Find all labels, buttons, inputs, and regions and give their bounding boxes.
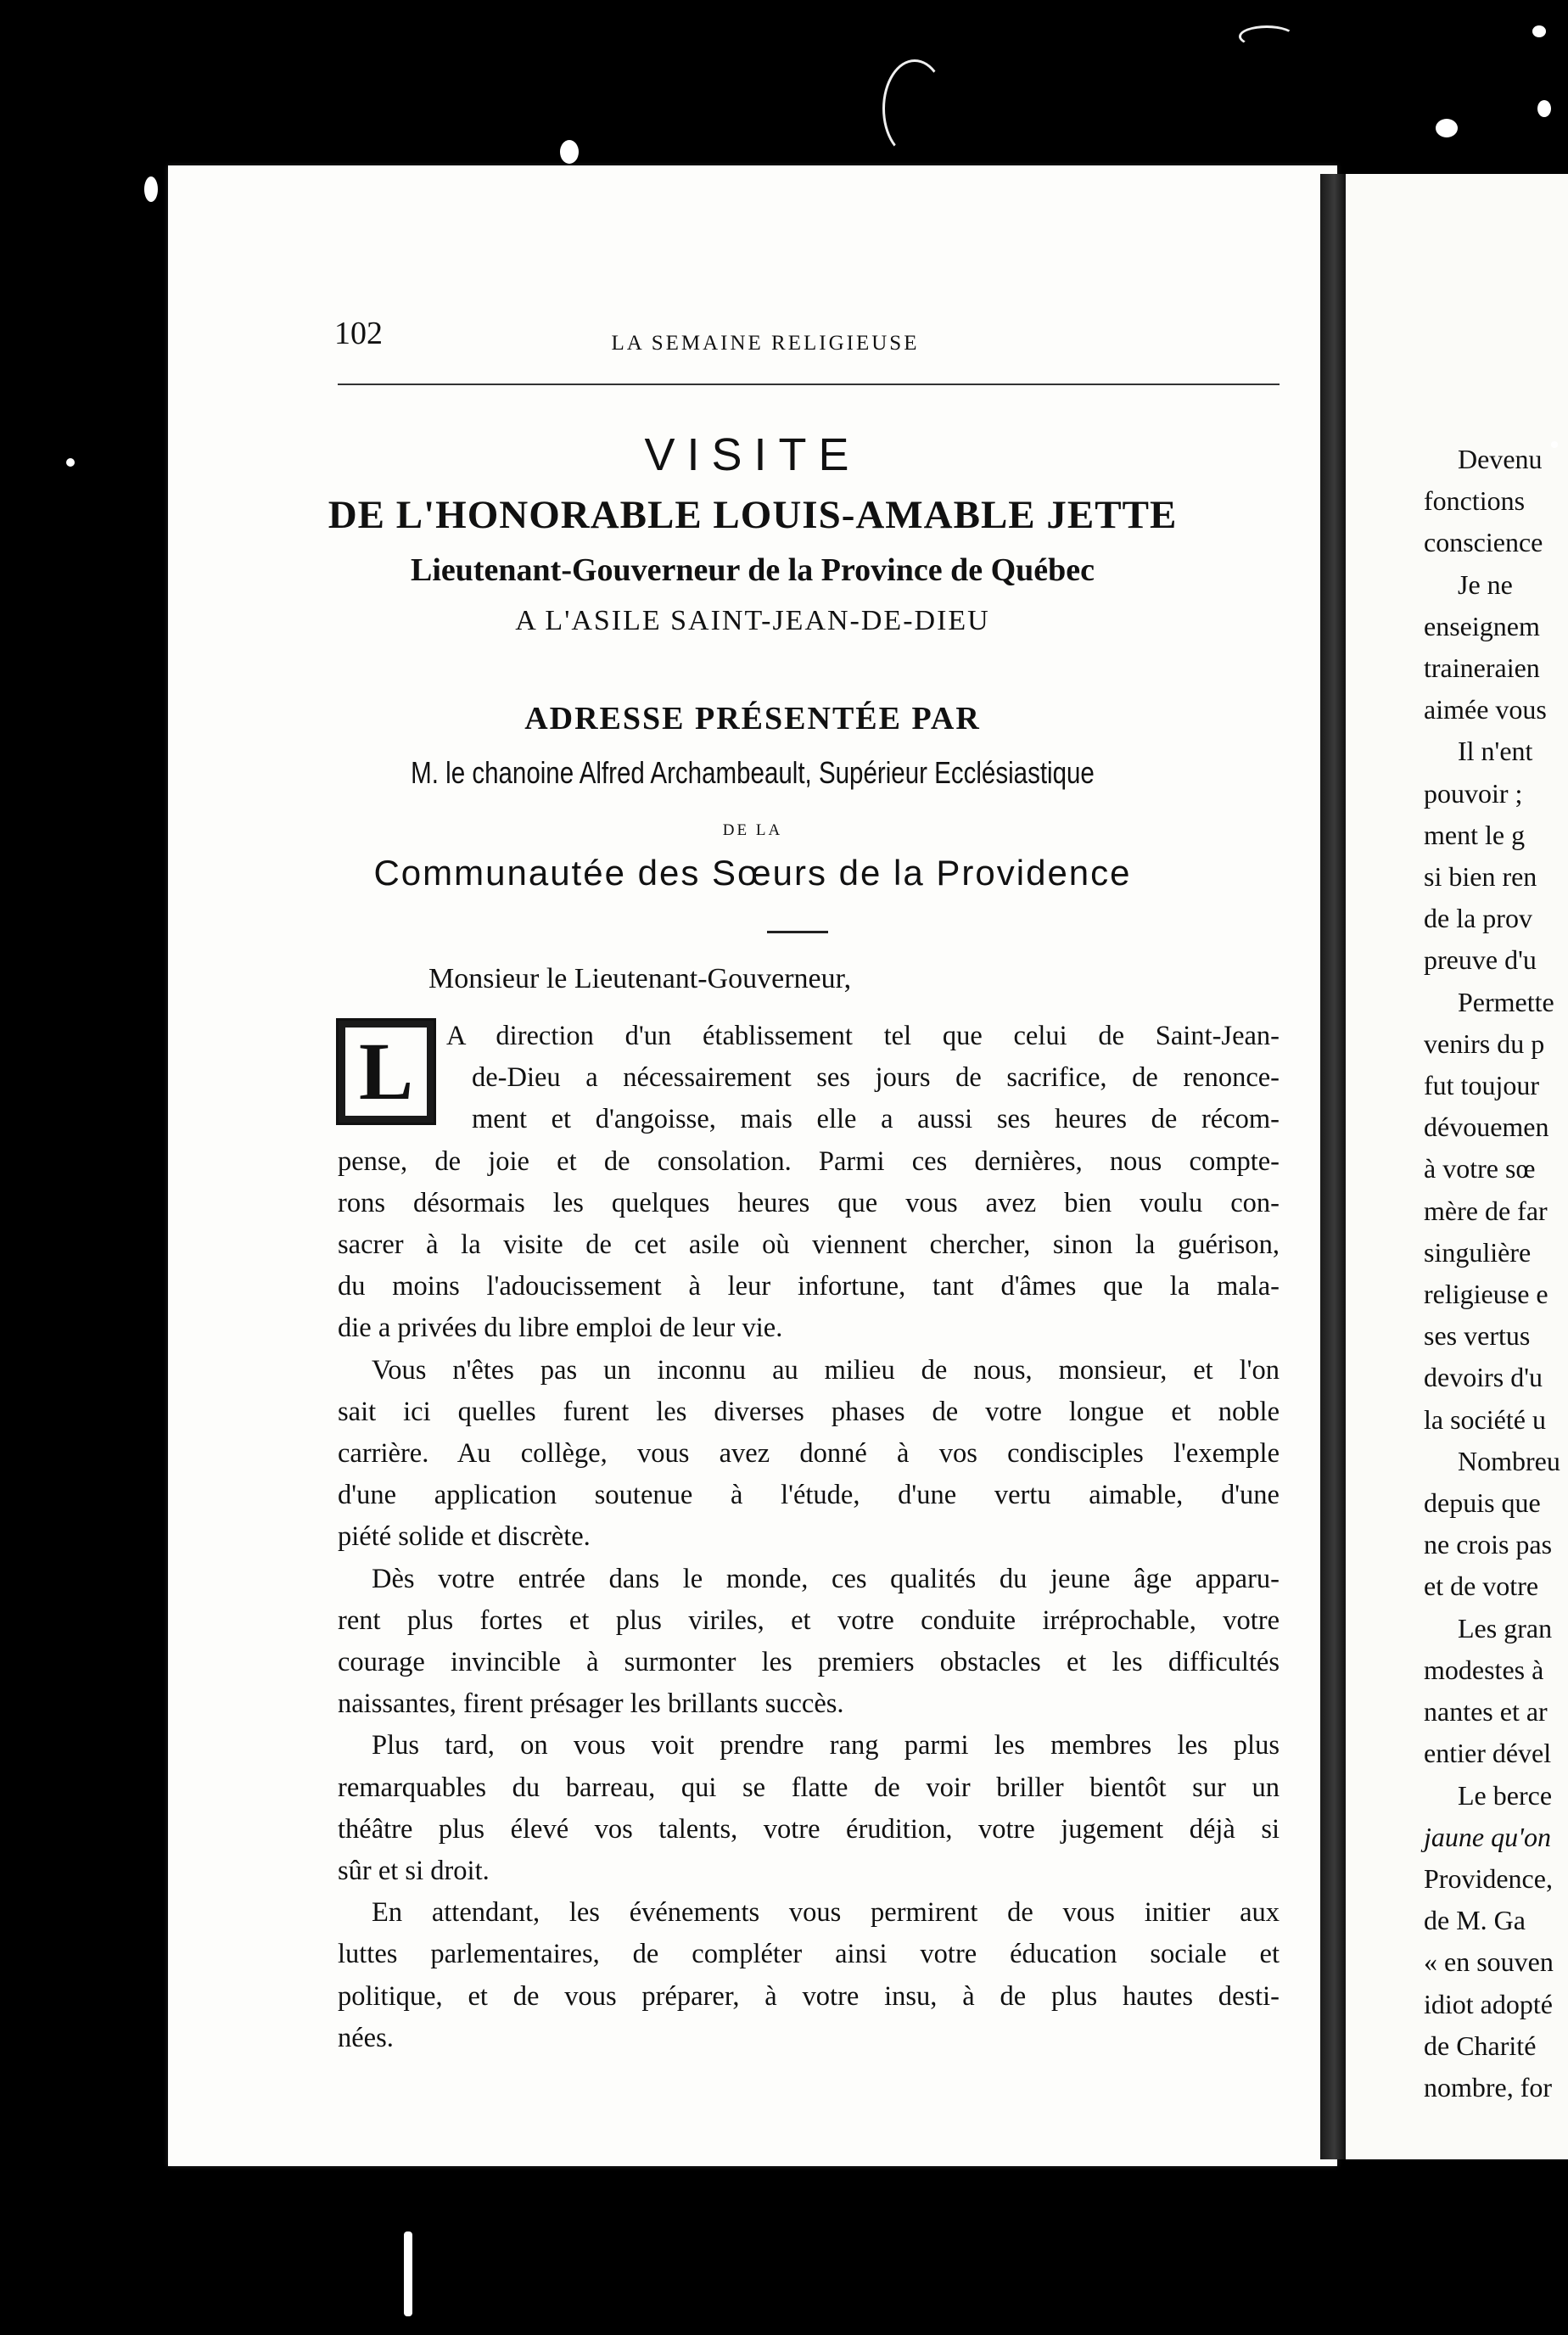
facing-page-line: fonctions [1424, 485, 1526, 517]
facing-page-line: aimée vous [1424, 694, 1547, 725]
body-line: Dès votre entrée dans le monde, ces qualités du jeune âge apparu- [372, 1563, 1280, 1594]
facing-page-line: entier dével [1424, 1738, 1552, 1769]
body-line: rons désormais les quelques heures que vous avez bien voulu con- [338, 1187, 1280, 1218]
facing-page-line: de M. Ga [1424, 1905, 1526, 1936]
running-title: LA SEMAINE RELIGIEUSE [611, 332, 920, 355]
body-line: die a privées du libre emploi de leur vie. [338, 1313, 783, 1344]
title-asile: A L'ASILE SAINT-JEAN-DE-DIEU [515, 605, 990, 636]
body-line: pense, de joie et de consolation. Parmi ces dernières, nous compte- [338, 1145, 1280, 1177]
facing-page-line: Providence, [1424, 1862, 1553, 1894]
facing-page-line: pouvoir ; [1424, 777, 1523, 809]
body-line: d'une application soutenue à l'étude, d'une vertu aimable, d'une [338, 1480, 1280, 1511]
body-line: du moins l'adoucissement à leur infortune, tant d'âmes que la mala- [338, 1271, 1280, 1302]
facing-page-line: devoirs d'u [1424, 1362, 1543, 1393]
body-line: luttes parlementaires, de compléter ainsi votre éducation sociale et [338, 1939, 1280, 1970]
body-line: Plus tard, on vous voit prendre rang parmi les membres les plus [372, 1730, 1280, 1761]
body-line: En attendant, les événements vous permirent de vous initier aux [372, 1897, 1280, 1929]
body-line: théâtre plus élevé vos talents, votre érudition, votre jugement déjà si [338, 1813, 1280, 1845]
facing-page-line: enseignem [1424, 610, 1540, 641]
facing-page-line: si bien ren [1424, 861, 1537, 893]
facing-page [1346, 174, 1568, 2159]
dust-speck [1436, 119, 1458, 137]
title-lieutenant: Lieutenant-Gouverneur de la Province de Québec [410, 552, 1095, 588]
dust-fiber [1239, 25, 1295, 48]
facing-page-line: et de votre [1424, 1571, 1539, 1602]
address-de-la: DE LA [722, 821, 783, 839]
facing-page-line: fut toujour [1424, 1070, 1539, 1101]
facing-page-line: « en souven [1424, 1946, 1554, 1978]
facing-page-line: depuis que [1424, 1487, 1541, 1519]
facing-page-line: ses vertus [1424, 1320, 1531, 1352]
facing-page-line: traineraien [1424, 652, 1540, 684]
dust-speck [1537, 100, 1551, 117]
address-community: Communautée des Sœurs de la Providence [373, 853, 1132, 893]
dust-speck [66, 458, 75, 467]
salutation: Monsieur le Lieutenant-Gouverneur, [428, 963, 852, 994]
facing-page-line: la société u [1424, 1403, 1546, 1435]
facing-page-line: venirs du p [1424, 1028, 1545, 1059]
dust-speck [560, 140, 579, 164]
dust-speck [404, 2231, 412, 2316]
facing-page-line: ment le g [1424, 819, 1526, 850]
facing-page-line: à votre sœ [1424, 1153, 1536, 1184]
body-line: rent plus fortes et plus viriles, et votre conduite irréprochable, votre [338, 1604, 1280, 1636]
body-line: de-Dieu a nécessairement ses jours de sacrifice, de renonce- [472, 1062, 1280, 1094]
facing-page-line: mère de far [1424, 1195, 1548, 1226]
dust-speck [1551, 441, 1558, 448]
facing-page-line: dévouemen [1424, 1112, 1549, 1143]
body-line: piété solide et discrète. [338, 1521, 591, 1553]
facing-page-line: preuve d'u [1424, 944, 1537, 976]
body-line: politique, et de vous préparer, à votre insu, à de plus hautes desti- [338, 1980, 1280, 2012]
facing-page-line: Je ne [1458, 568, 1513, 600]
facing-page-line: de la prov [1424, 903, 1532, 934]
facing-page-line: Devenu [1458, 444, 1543, 474]
book-spine [1320, 174, 1346, 2159]
address-author: M. le chanoine Alfred Archambeault, Supérieur Ecclésiastique [411, 755, 1095, 790]
body-line: ment et d'angoisse, mais elle a aussi ses heures de récom- [472, 1104, 1280, 1135]
title-visite: VISITE [644, 429, 861, 480]
body-text [338, 1016, 1280, 2059]
facing-page-line: nantes et ar [1424, 1696, 1548, 1727]
facing-page-line: Il n'ent [1458, 736, 1533, 767]
dust-speck [1532, 25, 1546, 37]
facing-page-line: Les gran [1458, 1612, 1553, 1643]
facing-page-line: Nombreu [1458, 1445, 1560, 1476]
facing-page-line: religieuse e [1424, 1279, 1548, 1310]
body-line: nées. [338, 2022, 394, 2053]
facing-page-line: modestes à [1424, 1654, 1544, 1685]
body-line: naissantes, firent présager les brillants succès. [338, 1688, 844, 1720]
facing-page-line: idiot adopté [1424, 1988, 1553, 2019]
body-line: sûr et si droit. [338, 1856, 490, 1887]
book-page [168, 165, 1337, 2166]
facing-page-line: Permette [1458, 986, 1554, 1017]
page-number: 102 [334, 316, 383, 351]
header-rule [338, 384, 1280, 385]
body-line: remarquables du barreau, qui se flatte de voir briller bientôt sur un [338, 1772, 1280, 1803]
facing-page-line: conscience [1424, 527, 1543, 558]
dust-speck [144, 176, 158, 202]
body-line: sacrer à la visite de cet asile où viennent chercher, sinon la guérison, [338, 1229, 1280, 1261]
address-heading: ADRESSE PRÉSENTÉE PAR [524, 701, 981, 736]
facing-page-line: Le berce [1458, 1779, 1553, 1811]
facing-page-line: singulière [1424, 1236, 1532, 1268]
dust-fiber [882, 59, 947, 158]
facing-page-line: de Charité [1424, 2030, 1537, 2061]
dropcap-letter: L [345, 1028, 427, 1116]
body-line: sait ici quelles furent les diverses phases de votre longue et noble [338, 1396, 1280, 1427]
facing-page-line: ne crois pas [1424, 1529, 1553, 1560]
body-line: Vous n'êtes pas un inconnu au milieu de nous, monsieur, et l'on [372, 1354, 1280, 1386]
facing-page-line: nombre, for [1424, 2071, 1553, 2103]
body-line: courage invincible à surmonter les premiers obstacles et les difficultés [338, 1647, 1280, 1678]
section-rule [767, 931, 828, 933]
facing-page-text [1424, 439, 1560, 2108]
body-line: carrière. Au collège, vous avez donné à vos condisciples l'exemple [338, 1438, 1280, 1470]
body-line: A direction d'un établissement tel que celui de Saint-Jean- [446, 1021, 1280, 1051]
title-honorable: DE L'HONORABLE LOUIS-AMABLE JETTE [328, 493, 1178, 537]
facing-page-line: jaune qu'on [1424, 1821, 1551, 1852]
